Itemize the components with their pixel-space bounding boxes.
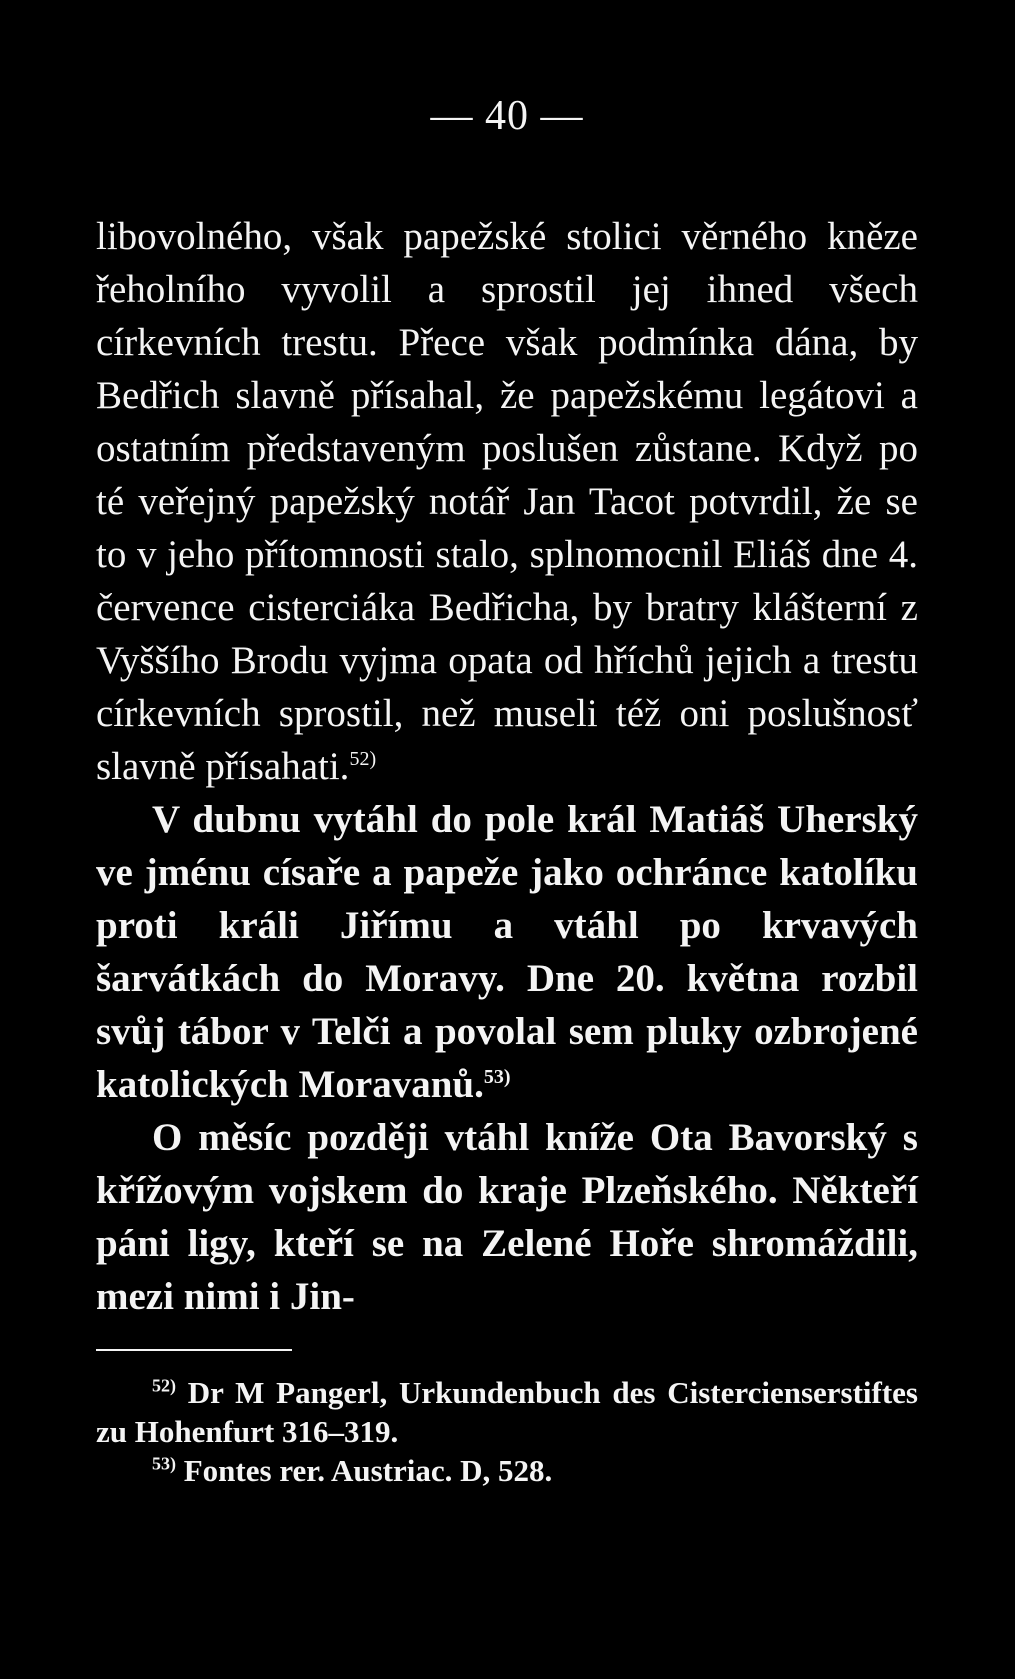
page-number: — 40 —	[430, 93, 584, 139]
footnote-ref-52: 52)	[349, 748, 377, 770]
footnote-52	[96, 1373, 918, 1451]
footnote-53	[96, 1451, 918, 1490]
footnote-53-mark: 53)	[152, 1453, 176, 1474]
book-page	[96, 86, 918, 1490]
paragraph-1-text: libovolného, však papežské stolici věrného kněze řeholního vyvolil a sprostil jej ihned všech církevních trestu. Přece však podmínka dána, by Bedřich slavně přísahal, že papežskému legátovi a ostatním představeným poslušen zůstane. Když po té veřejný papežský notář Jan Tacot potvrdil, že se to v jeho přítomnosti stalo, splnomocnil Eliáš dne 4. července cisterciáka Bedřicha, by bratry klášterní z Vyššího Brodu vyjma opata od hříchů jejich a trestu církevních sprostil, než museli též oni poslušnosť slavně přísahati.	[96, 215, 918, 788]
footnote-divider	[96, 1349, 292, 1351]
footnote-52-mark: 52)	[152, 1375, 176, 1396]
paragraph-2	[96, 793, 918, 1111]
paragraph-3-text: O měsíc později vtáhl kníže Ota Bavorský s křížovým vojskem do kraje Plzeňského. Někteří páni ligy, kteří se na Zelené Hoře shromáždili, mezi nimi i Jin-	[96, 1116, 918, 1318]
paragraph-3	[96, 1111, 918, 1323]
paragraph-1	[96, 210, 918, 793]
footnote-52-text: Dr M Pangerl, Urkundenbuch des Cistercienserstiftes zu Hohenfurt 316–319.	[96, 1375, 918, 1449]
paragraph-2-text: V dubnu vytáhl do pole král Matiáš Uherský ve jménu císaře a papeže jako ochránce katolíku proti králi Jiřímu a vtáhl po krvavých šarvátkách do Moravy. Dne 20. května rozbil svůj tábor v Telči a povolal sem pluky ozbrojené katolických Moravanů.	[96, 798, 918, 1106]
footnote-53-text: Fontes rer. Austriac. D, 528.	[183, 1453, 553, 1488]
footnote-ref-53: 53)	[483, 1066, 511, 1088]
